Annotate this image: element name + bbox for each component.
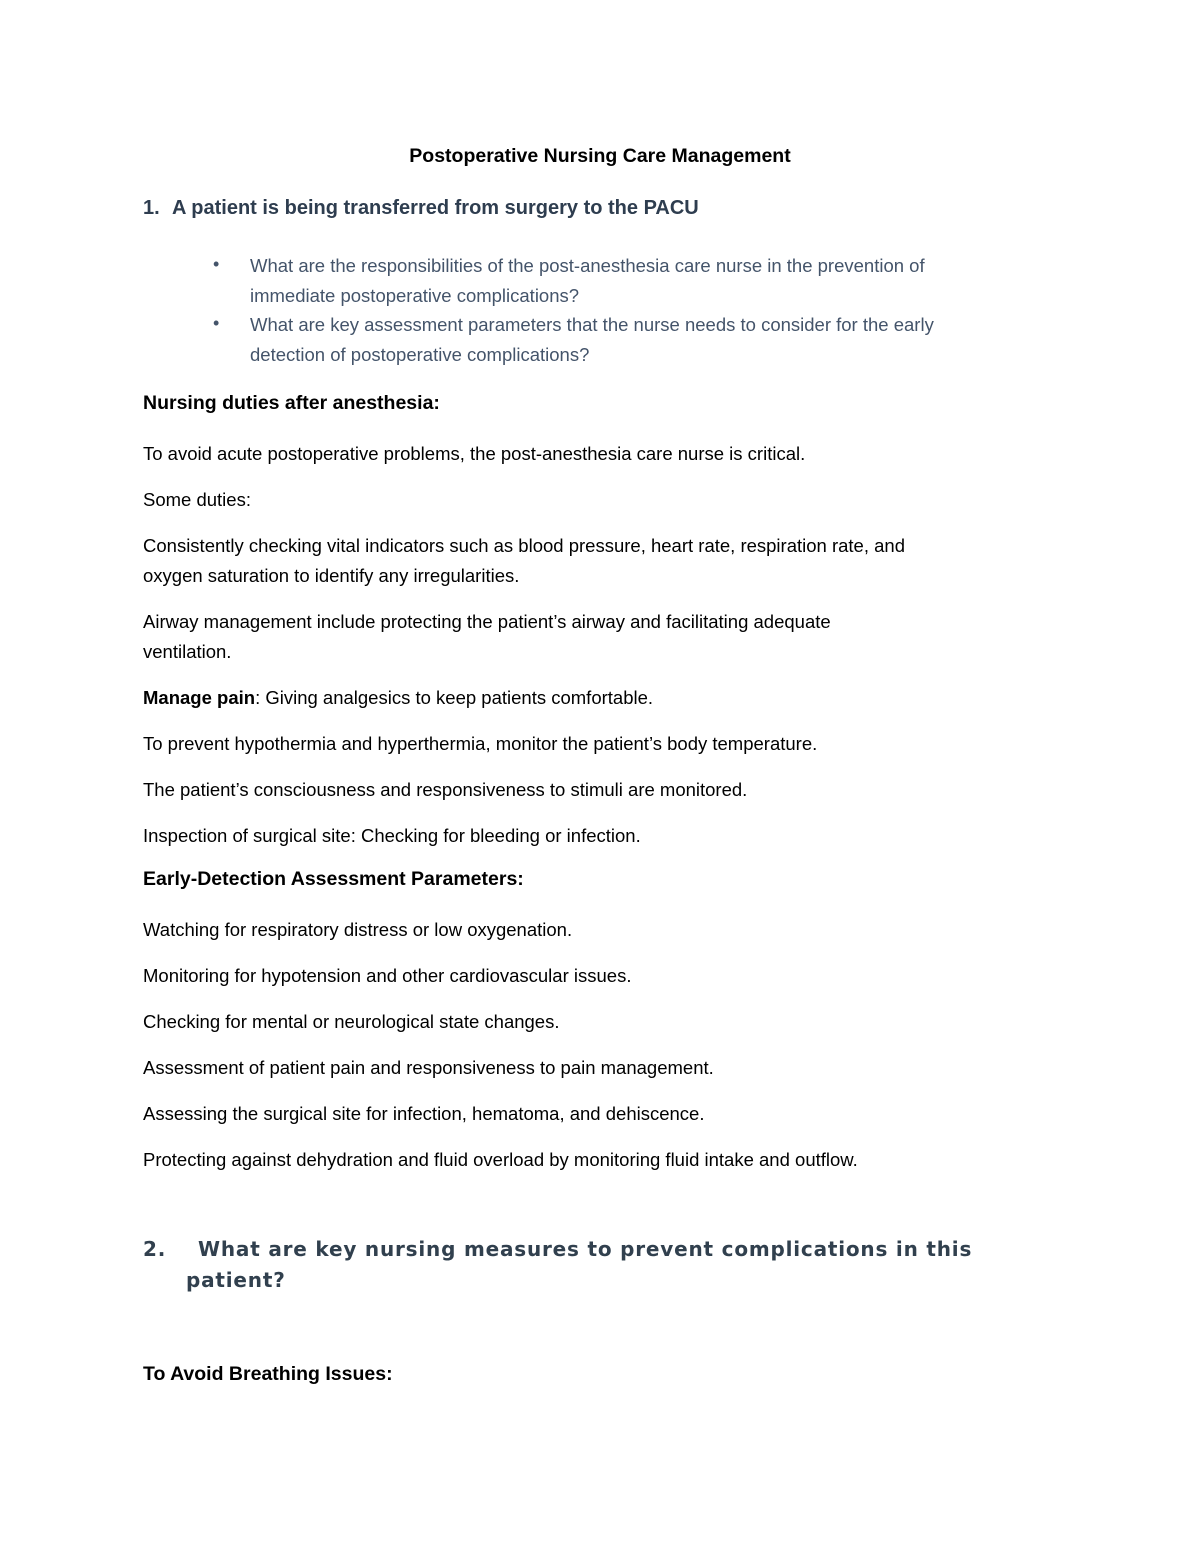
paragraph-assessment-item: Assessment of patient pain and responsiveness to pain management. <box>143 1057 714 1078</box>
list-item <box>143 251 1057 310</box>
section2-heading <box>143 1234 1057 1296</box>
paragraph-temperature: To prevent hypothermia and hyperthermia, monitor the patient’s body temperature. <box>143 733 818 754</box>
paragraph-assessment-item: Watching for respiratory distress or low oxygenation. <box>143 919 573 940</box>
bullet-text-line: What are the responsibilities of the post-anesthesia care nurse in the prevention of <box>250 255 925 276</box>
section1-heading <box>143 196 1057 220</box>
document-content <box>143 145 1057 1410</box>
paragraph-assessment-item: Checking for mental or neurological state changes. <box>143 1011 560 1032</box>
paragraph-line: Airway management include protecting the patient’s airway and facilitating adequate <box>143 611 831 632</box>
paragraph-vitals <box>143 531 1057 591</box>
paragraph-line: Consistently checking vital indicators such as blood pressure, heart rate, respiration rate, and <box>143 535 905 556</box>
paragraph-line: ventilation. <box>143 641 232 662</box>
section2-heading-line: patient? <box>186 1268 286 1292</box>
section2-heading-line: What are key nursing measures to prevent complications in this <box>198 1237 973 1261</box>
paragraph-some-duties: Some duties: <box>143 489 251 510</box>
paragraph-assessment-item: Protecting against dehydration and fluid overload by monitoring fluid intake and outflow. <box>143 1149 858 1170</box>
list-item <box>143 310 1057 369</box>
paragraph-intro: To avoid acute postoperative problems, the post-anesthesia care nurse is critical. <box>143 443 806 464</box>
assessment-heading: Early-Detection Assessment Parameters: <box>143 868 524 890</box>
document-title: Postoperative Nursing Care Management <box>409 145 791 167</box>
paragraph-airway <box>143 607 1057 667</box>
section1-heading-text: A patient is being transferred from surgery to the PACU <box>172 197 699 219</box>
breathing-issues-heading: To Avoid Breathing Issues: <box>143 1363 393 1385</box>
paragraph-line: oxygen saturation to identify any irregularities. <box>143 565 520 586</box>
section2-number: 2. <box>143 1237 167 1261</box>
bullet-icon: • <box>213 313 220 333</box>
paragraph-assessment-item: Assessing the surgical site for infection, hematoma, and dehiscence. <box>143 1103 705 1124</box>
paragraph-consciousness: The patient’s consciousness and responsiveness to stimuli are monitored. <box>143 779 748 800</box>
manage-pain-label: Manage pain <box>143 687 256 708</box>
bullet-text-line: What are key assessment parameters that the nurse needs to consider for the early <box>250 314 934 335</box>
section1-number: 1. <box>143 197 160 219</box>
paragraph-manage-pain <box>143 683 1057 713</box>
question-bullet-list <box>143 251 1057 369</box>
paragraph-surgical-site: Inspection of surgical site: Checking for bleeding or infection. <box>143 825 641 846</box>
paragraph-assessment-item: Monitoring for hypotension and other cardiovascular issues. <box>143 965 632 986</box>
duties-heading: Nursing duties after anesthesia: <box>143 392 440 414</box>
bullet-text-line: immediate postoperative complications? <box>250 284 580 306</box>
bullet-icon: • <box>213 254 220 274</box>
manage-pain-text: : Giving analgesics to keep patients comfortable. <box>255 687 654 708</box>
bullet-text-line: detection of postoperative complications? <box>250 343 590 365</box>
